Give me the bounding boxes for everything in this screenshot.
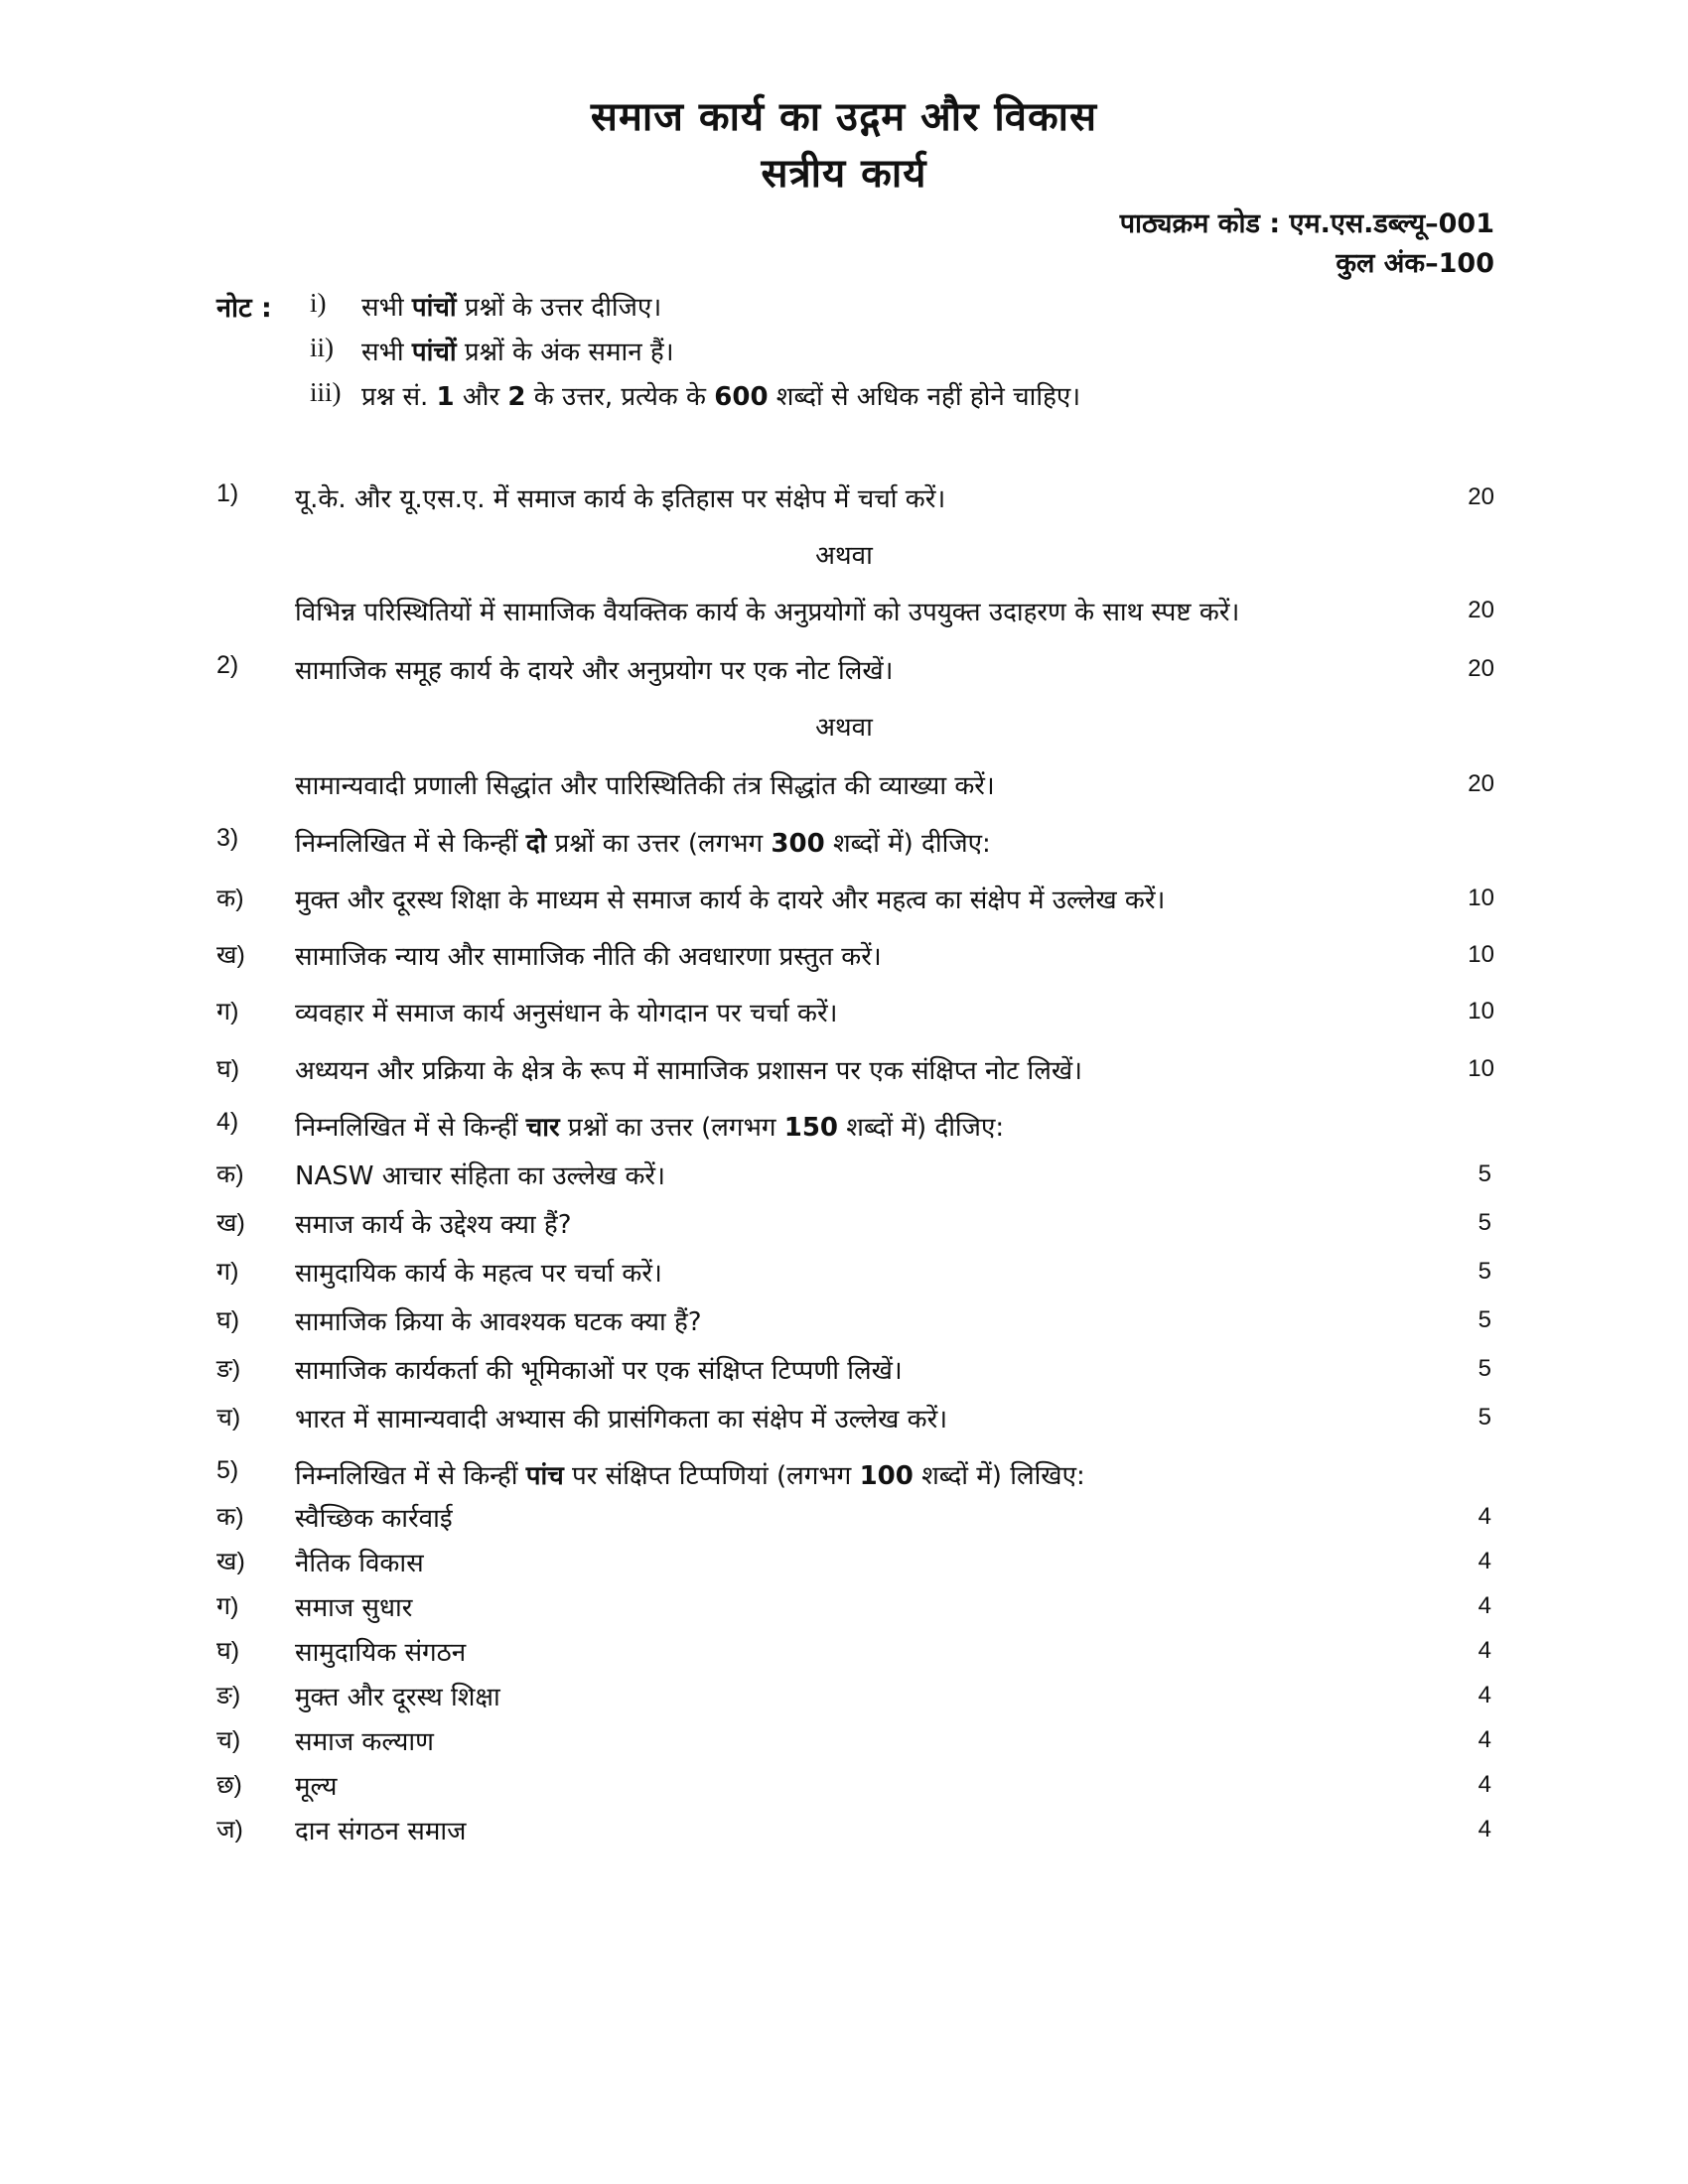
question-4-item bbox=[0, 1351, 1688, 1391]
item-marks: 5 bbox=[1477, 1258, 1491, 1285]
question-number: 5) bbox=[216, 1456, 239, 1484]
item-text: सामुदायिक कार्य के महत्व पर चर्चा करें। bbox=[295, 1259, 662, 1289]
item-label: ख) bbox=[216, 1209, 245, 1237]
item-label: ङ) bbox=[216, 1682, 241, 1709]
question-4-item bbox=[0, 1157, 1688, 1196]
note-number: iii) bbox=[310, 377, 342, 407]
item-text: समाज कल्याण bbox=[295, 1727, 434, 1757]
item-label: घ) bbox=[216, 1055, 240, 1083]
item-marks: 4 bbox=[1477, 1592, 1491, 1619]
question-marks: 20 bbox=[1468, 770, 1494, 797]
assignment-page: समाज कार्य का उद्गम और विकास सत्रीय कार्य पाठ्यक्रम कोड : एम.एस.डब्ल्यू–001 कुल अंक–100 नोट : i) सभी पांचों प्रश्नों के उत्तर दीजिए। ii) सभी पांचों प्रश्नों के अंक समान हैं। iii) प्रश्न सं. 1 और 2 के उत्तर, प्रत्येक के 600 शब्दों से अधिक नहीं होने चाहिए। 1) यू.के. और यू.एस.ए. में समाज कार्य के इतिहास पर संक्षेप में चर्चा करें। 20 अथवा विभिन्न परिस्थितियों में सामाजिक वैयक्तिक कार्य के अनुप्रयोगों को उपयुक्त उदाहरण के साथ स्पष्ट करें। 20 2) सामाजिक समूह कार्य के दायरे और अनुप्रयोग पर एक नोट लिखें। 20 अथवा सामान्यवादी प्रणाली सिद्धांत और पारिस्थितिकी तंत्र सिद्धांत की व्याख्या करें। 20 3) निम्नलिखित में से किन्हीं दो प्रश्नों का उत्तर (लगभग 300 शब्दों में) दीजिए: क) मुक्त और दूरस्थ शिक्षा के माध्यम से समाज कार्य के दायरे और महत्व का संक्षेप में उल्लेख करें। 10 ख) सामाजिक न्याय और सामाजिक नीति की अवधारणा प्रस्तुत करें। 10 ग) व्यवहार में समाज कार्य अनुसंधान के योगदान पर चर्चा करें। 10 घ) अध्ययन और प्रक्रिया के क्षेत्र के रूप में सामाजिक प्रशासन पर एक संक्षिप्त नोट लिखें। 10 4) निम्नलिखित में से किन्हीं चार प्रश्नों का उत्तर (लगभग 150 शब्दों में) दीजिए: क) NASW आचार संहिता का उल्लेख करें। 5 ख) समाज कार्य के उद्देश्य क्या हैं? 5 ग) सामुदायिक कार्य के महत्व पर चर्चा करें। 5 घ) सामाजिक क्रिया के आवश्यक घटक क्या हैं? 5 ङ) सामाजिक कार्यकर्ता की भूमिकाओं पर एक संक्षिप्त टिप्पणी लिखें। 5 च) भारत में सामान्यवादी अभ्यास की प्रासंगिकता का संक्षेप में उल्लेख करें। 5 5) निम्नलिखित में से किन्हीं पांच पर संक्षिप्त टिप्पणियां (लगभग 100 शब्दों में) लिखिए: क) स्वैच्छिक कार्रवाई 4 ख) नैतिक विकास 4 ग) समाज सुधार 4 घ) सामुदायिक संगठन 4 ङ) मुक्त और दूरस्थ शिक्षा 4 च) समाज कल्याण 4 छ) मूल्य 4 ज) दान संगठन समाज 4 bbox=[0, 0, 1688, 2184]
question-text: निम्नलिखित में से किन्हीं दो प्रश्नों का उत्तर (लगभग 300 शब्दों में) दीजिए: bbox=[295, 829, 991, 859]
item-text: सामुदायिक संगठन bbox=[295, 1638, 467, 1668]
question-3-item bbox=[0, 881, 1688, 920]
question-5-item bbox=[0, 1678, 1688, 1717]
item-label: ग) bbox=[216, 1592, 239, 1620]
question-2 bbox=[0, 651, 1688, 691]
or-separator: अथवा bbox=[815, 541, 873, 571]
item-marks: 4 bbox=[1477, 1816, 1491, 1843]
item-marks: 10 bbox=[1468, 941, 1494, 968]
question-3-item bbox=[0, 994, 1688, 1033]
question-number: 1) bbox=[216, 479, 239, 507]
question-marks: 20 bbox=[1468, 597, 1494, 623]
question-text: सामान्यवादी प्रणाली सिद्धांत और पारिस्थितिकी तंत्र सिद्धांत की व्याख्या करें। bbox=[295, 771, 995, 801]
item-marks: 10 bbox=[1468, 998, 1494, 1024]
document-subtitle: सत्रीय कार्य bbox=[761, 151, 927, 197]
question-5-item bbox=[0, 1722, 1688, 1762]
item-marks: 5 bbox=[1477, 1160, 1491, 1187]
question-1 bbox=[0, 479, 1688, 519]
item-text: सामाजिक क्रिया के आवश्यक घटक क्या हैं? bbox=[295, 1307, 702, 1337]
item-label: ख) bbox=[216, 1548, 245, 1575]
question-4-item bbox=[0, 1254, 1688, 1294]
question-1-alternative bbox=[0, 593, 1688, 632]
item-text: मुक्त और दूरस्थ शिक्षा bbox=[295, 1683, 500, 1712]
item-marks: 5 bbox=[1477, 1355, 1491, 1382]
item-marks: 4 bbox=[1477, 1503, 1491, 1530]
item-label: च) bbox=[216, 1404, 241, 1432]
question-5-item bbox=[0, 1588, 1688, 1628]
question-3-item bbox=[0, 937, 1688, 977]
item-marks: 10 bbox=[1468, 1055, 1494, 1082]
item-label: छ) bbox=[216, 1771, 242, 1799]
item-label: ख) bbox=[216, 941, 245, 969]
item-marks: 5 bbox=[1477, 1209, 1491, 1236]
question-3-intro bbox=[0, 824, 1688, 864]
item-marks: 10 bbox=[1468, 885, 1494, 911]
question-4-item bbox=[0, 1205, 1688, 1245]
item-marks: 4 bbox=[1477, 1726, 1491, 1753]
question-5-item bbox=[0, 1633, 1688, 1673]
question-5-item bbox=[0, 1767, 1688, 1807]
item-marks: 5 bbox=[1477, 1306, 1491, 1333]
question-5-intro bbox=[0, 1456, 1688, 1496]
item-text: सामाजिक न्याय और सामाजिक नीति की अवधारणा प्रस्तुत करें। bbox=[295, 942, 882, 972]
item-label: ङ) bbox=[216, 1355, 241, 1383]
question-4-intro bbox=[0, 1108, 1688, 1148]
note-number: i) bbox=[310, 288, 327, 318]
item-marks: 4 bbox=[1477, 1637, 1491, 1664]
question-text: विभिन्न परिस्थितियों में सामाजिक वैयक्तिक कार्य के अनुप्रयोगों को उपयुक्त उदाहरण के साथ स्पष्ट करें। bbox=[295, 598, 1240, 627]
question-4-item bbox=[0, 1400, 1688, 1439]
item-marks: 4 bbox=[1477, 1548, 1491, 1574]
item-text: समाज सुधार bbox=[295, 1593, 413, 1623]
question-text: सामाजिक समूह कार्य के दायरे और अनुप्रयोग पर एक नोट लिखें। bbox=[295, 656, 894, 686]
item-label: क) bbox=[216, 1160, 244, 1188]
question-4-item bbox=[0, 1302, 1688, 1342]
note-number: ii) bbox=[310, 333, 334, 362]
note-label: नोट : bbox=[216, 293, 272, 324]
question-number: 4) bbox=[216, 1108, 239, 1136]
question-marks: 20 bbox=[1468, 655, 1494, 682]
item-text: नैतिक विकास bbox=[295, 1549, 424, 1578]
question-3-item bbox=[0, 1051, 1688, 1091]
item-label: घ) bbox=[216, 1637, 240, 1665]
item-text: भारत में सामान्यवादी अभ्यास की प्रासंगिकता का संक्षेप में उल्लेख करें। bbox=[295, 1405, 948, 1434]
question-2-alternative bbox=[0, 766, 1688, 806]
question-text: निम्नलिखित में से किन्हीं चार प्रश्नों का उत्तर (लगभग 150 शब्दों में) दीजिए: bbox=[295, 1113, 1005, 1143]
item-label: क) bbox=[216, 885, 244, 912]
item-marks: 5 bbox=[1477, 1404, 1491, 1431]
course-code: पाठ्यक्रम कोड : एम.एस.डब्ल्यू–001 bbox=[1119, 208, 1494, 239]
question-5-item bbox=[0, 1544, 1688, 1583]
item-text: व्यवहार में समाज कार्य अनुसंधान के योगदान पर चर्चा करें। bbox=[295, 999, 838, 1028]
item-text: अध्ययन और प्रक्रिया के क्षेत्र के रूप में सामाजिक प्रशासन पर एक संक्षिप्त नोट लिखें। bbox=[295, 1056, 1083, 1086]
item-text: NASW आचार संहिता का उल्लेख करें। bbox=[295, 1161, 665, 1191]
question-number: 2) bbox=[216, 651, 239, 679]
item-label: च) bbox=[216, 1726, 241, 1754]
item-label: क) bbox=[216, 1503, 244, 1531]
question-number: 3) bbox=[216, 824, 239, 852]
item-label: ज) bbox=[216, 1816, 243, 1843]
question-5-item bbox=[0, 1812, 1688, 1851]
item-marks: 4 bbox=[1477, 1682, 1491, 1708]
item-text: दान संगठन समाज bbox=[295, 1817, 467, 1846]
item-label: घ) bbox=[216, 1306, 240, 1334]
item-text: सामाजिक कार्यकर्ता की भूमिकाओं पर एक संक्षिप्त टिप्पणी लिखें। bbox=[295, 1356, 903, 1386]
question-text: निम्नलिखित में से किन्हीं पांच पर संक्षिप्त टिप्पणियां (लगभग 100 शब्दों में) लिखिए: bbox=[295, 1461, 1085, 1491]
item-text: समाज कार्य के उद्देश्य क्या हैं? bbox=[295, 1210, 572, 1240]
item-marks: 4 bbox=[1477, 1771, 1491, 1798]
item-label: ग) bbox=[216, 998, 239, 1025]
question-5-item bbox=[0, 1499, 1688, 1539]
total-marks: कुल अंक–100 bbox=[1336, 248, 1494, 279]
item-text: स्वैच्छिक कार्रवाई bbox=[295, 1504, 453, 1534]
item-label: ग) bbox=[216, 1258, 239, 1286]
or-separator: अथवा bbox=[815, 713, 873, 743]
document-title: समाज कार्य का उद्गम और विकास bbox=[590, 94, 1098, 140]
question-text: यू.के. और यू.एस.ए. में समाज कार्य के इतिहास पर संक्षेप में चर्चा करें। bbox=[295, 484, 946, 514]
item-text: मूल्य bbox=[295, 1772, 338, 1802]
item-text: मुक्त और दूरस्थ शिक्षा के माध्यम से समाज कार्य के दायरे और महत्व का संक्षेप में उल्लेख करें। bbox=[295, 886, 1166, 915]
question-marks: 20 bbox=[1468, 483, 1494, 510]
